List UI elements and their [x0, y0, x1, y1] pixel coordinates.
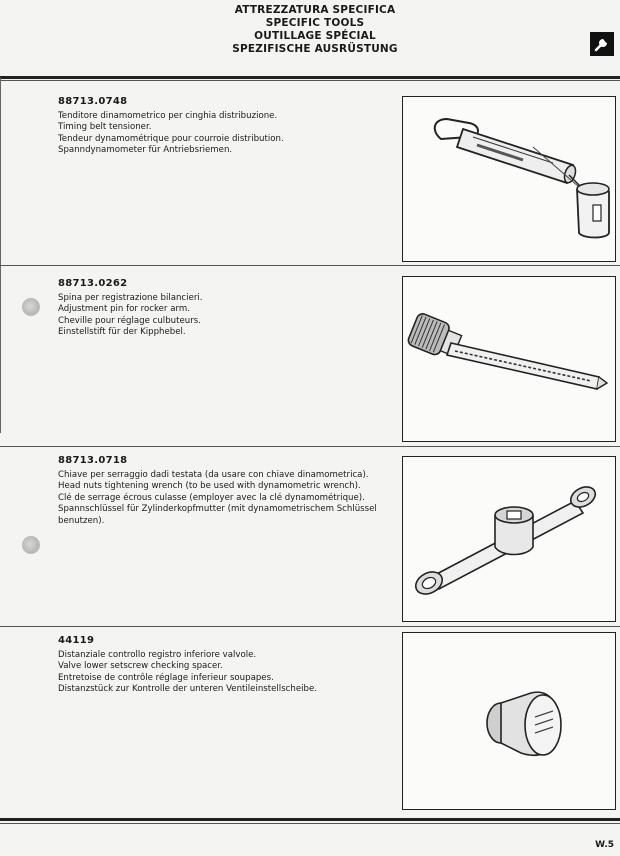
- description-german: Spanndynamometer für Antriebsriemen.: [58, 145, 233, 156]
- header-rule-thin: [0, 80, 620, 81]
- description-english: Valve lower setscrew checking spacer.: [58, 661, 223, 672]
- separator: [0, 265, 620, 266]
- separator: [0, 446, 620, 447]
- description-italian: Distanziale controllo registro inferiore valvole.: [58, 650, 257, 660]
- description-french: Entretoise de contrôle réglage inferieur soupapes.: [58, 672, 274, 683]
- description-french: Clé de serrage écrous culasse (employer avec la clé dynamométrique).: [58, 492, 365, 503]
- tool-item-88713-0748: [58, 96, 398, 157]
- description-german: Spannschlüssel für Zylinderkopfmutter (mit dynamometrischem Schlüssel benutzen).: [58, 504, 377, 526]
- tool-code: 88713.0748: [58, 96, 128, 107]
- tool-code: 88713.0262: [58, 278, 128, 289]
- title-french: OUTILLAGE SPÉCIAL: [254, 30, 376, 42]
- tool-code: 44119: [58, 635, 95, 646]
- binder-hole: [22, 298, 40, 316]
- description-italian: Chiave per serraggio dadi testata (da usare con chiave dinamometrica).: [58, 470, 369, 480]
- description-english: Head nuts tightening wrench (to be used with dynamometric wrench).: [58, 481, 361, 492]
- tool-item-44119: [58, 635, 398, 696]
- adjustment-pin-illustration: [402, 276, 616, 442]
- separator: [0, 626, 620, 627]
- title-english: SPECIFIC TOOLS: [265, 17, 365, 29]
- header-rule: [0, 76, 620, 79]
- head-nut-wrench-illustration: [402, 456, 616, 622]
- tool-item-88713-0262: [58, 278, 398, 339]
- valve-spacer-illustration: [402, 632, 616, 810]
- description-french: Tendeur dynamométrique pour courroie distribution.: [58, 133, 284, 144]
- footer-rule: [0, 818, 620, 821]
- title-german: SPEZIFISCHE AUSRÜSTUNG: [232, 43, 398, 55]
- title-italian: ATTREZZATURA SPECIFICA: [234, 4, 396, 16]
- description-german: Einstellstift für der Kipphebel.: [58, 327, 186, 338]
- description-english: Timing belt tensioner.: [58, 122, 152, 133]
- page-number: W.5: [595, 840, 614, 850]
- wrench-icon: [590, 32, 614, 56]
- description-italian: Spina per registrazione bilancieri.: [58, 293, 203, 303]
- header-titles: [150, 4, 480, 56]
- timing-belt-tensioner-illustration: [402, 96, 616, 262]
- description-french: Cheville pour réglage culbuteurs.: [58, 315, 201, 326]
- tool-item-88713-0718: [58, 455, 398, 527]
- tool-code: 88713.0718: [58, 455, 128, 466]
- description-english: Adjustment pin for rocker arm.: [58, 304, 190, 315]
- binder-hole: [22, 536, 40, 554]
- page-edge: [0, 78, 1, 433]
- description-german: Distanzstück zur Kontrolle der unteren Ventileinstellscheibe.: [58, 684, 317, 695]
- footer-rule-thin: [0, 823, 620, 824]
- description-italian: Tenditore dinamometrico per cinghia distribuzione.: [58, 111, 278, 121]
